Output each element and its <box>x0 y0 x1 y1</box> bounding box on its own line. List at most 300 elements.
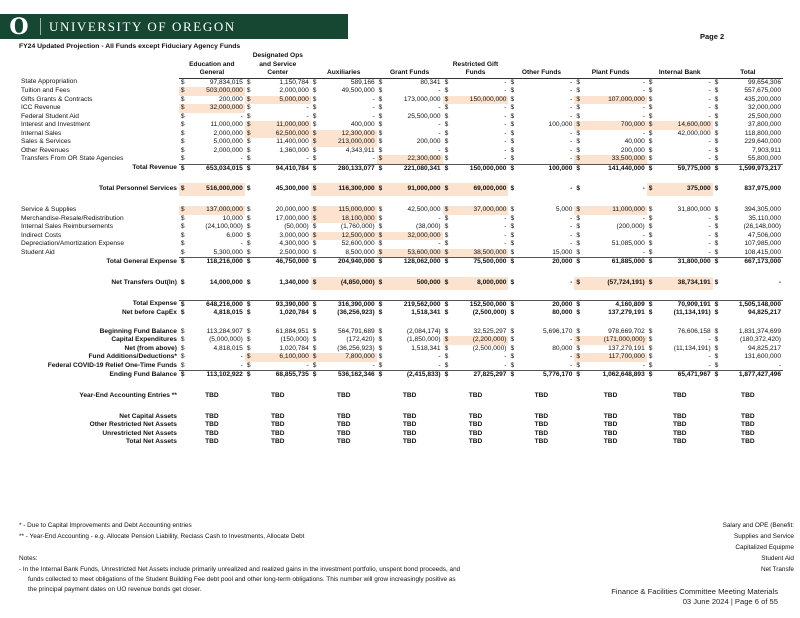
currency-symbol: $ <box>648 112 653 120</box>
currency-symbol: $ <box>312 155 317 162</box>
currency-symbol: $ <box>179 371 188 380</box>
currency-symbol: $ <box>378 214 383 222</box>
cell-value: 1,518,341 <box>411 344 441 352</box>
spacer <box>19 196 783 206</box>
cell-value: 1,150,784 <box>279 78 309 86</box>
cell-value: 4,160,809 <box>583 300 647 309</box>
currency-symbol: $ <box>510 206 515 213</box>
currency-symbol: $ <box>312 87 317 94</box>
currency-symbol: $ <box>510 223 515 230</box>
currency-symbol: $ <box>311 258 320 267</box>
currency-symbol: $ <box>246 146 251 154</box>
cell-value: - <box>570 278 573 286</box>
cell-value: - <box>708 95 711 103</box>
currency-symbol: $ <box>714 240 719 247</box>
currency-symbol: $ <box>180 214 185 222</box>
currency-symbol: $ <box>311 206 320 215</box>
cell-value: 1,518,341 <box>411 309 441 316</box>
currency-symbol: $ <box>180 223 185 230</box>
currency-symbol: $ <box>245 353 254 362</box>
currency-symbol: $ <box>574 371 583 380</box>
currency-symbol: $ <box>574 206 583 215</box>
cell-value: 94,825,217 <box>747 344 781 352</box>
cell-value: - <box>708 87 711 94</box>
currency-symbol: $ <box>311 138 320 147</box>
currency-symbol: $ <box>443 258 452 267</box>
currency-symbol: $ <box>714 353 719 360</box>
table-row-internal-reimb <box>19 223 783 232</box>
cell-value: 400,000 <box>350 121 375 128</box>
cell-value: 12,300,000 <box>319 130 376 139</box>
legend-salary: Salary and OPE (Benefit: <box>722 522 794 529</box>
table-row-total-revenue <box>19 164 783 173</box>
cell-value: - <box>570 112 573 120</box>
cell-value: (2,415,833) <box>385 371 442 380</box>
cell-value: - <box>570 78 573 86</box>
currency-symbol: $ <box>648 361 653 369</box>
spacer <box>19 290 783 301</box>
cell-value: (2,200,000) <box>451 336 508 345</box>
table-row-icc-revenue <box>19 104 783 113</box>
currency-symbol: $ <box>444 344 449 352</box>
cell-value: 117,700,000 <box>583 353 647 362</box>
row-label: Total Net Assets <box>125 438 177 445</box>
table-row-federal-student-aid <box>19 113 783 122</box>
currency-symbol: $ <box>378 361 383 369</box>
cell-value: - <box>642 231 645 239</box>
currency-symbol: $ <box>312 309 317 316</box>
currency-symbol: $ <box>179 206 188 215</box>
currency-symbol: $ <box>245 300 254 309</box>
cell-value: 20,000,000 <box>275 206 309 213</box>
cell-value: 978,669,702 <box>608 327 645 335</box>
cell-value: - <box>708 112 711 120</box>
currency-symbol: $ <box>246 112 251 120</box>
currency-symbol: $ <box>312 327 317 335</box>
cell-value: (38,000) <box>416 223 441 230</box>
cell-value: 2,500,000 <box>279 248 309 256</box>
currency-symbol: $ <box>179 104 188 113</box>
row-label: Student Aid <box>21 248 55 256</box>
currency-symbol: $ <box>444 240 449 247</box>
cell-value: 65,471,967 <box>655 371 712 380</box>
currency-symbol: $ <box>576 129 581 137</box>
currency-symbol: $ <box>246 336 251 343</box>
cell-value: TBD <box>603 429 618 437</box>
cell-value: - <box>504 87 507 94</box>
currency-symbol: $ <box>510 104 515 111</box>
currency-symbol: $ <box>444 309 449 316</box>
table-row-total-expense <box>19 300 783 309</box>
currency-symbol: $ <box>714 206 719 213</box>
cell-value: 152,500,000 <box>451 300 508 309</box>
cell-value: 648,216,000 <box>188 300 245 309</box>
university-banner <box>0 14 348 39</box>
row-label: Total General Expense <box>106 257 177 265</box>
cell-value: TBD <box>603 421 618 428</box>
cell-value: 116,300,000 <box>319 183 376 196</box>
cell-value: - <box>438 240 441 247</box>
currency-symbol: $ <box>246 185 251 193</box>
cell-value: - <box>708 240 711 247</box>
currency-symbol: $ <box>714 129 719 137</box>
cell-value: 8,500,000 <box>345 248 375 256</box>
currency-symbol: $ <box>444 231 449 239</box>
cell-value: 128,062,000 <box>385 258 442 267</box>
currency-symbol: $ <box>443 206 452 215</box>
page-label: Page 2 <box>700 32 725 41</box>
cell-value: 108,415,000 <box>744 248 781 256</box>
currency-symbol: $ <box>508 258 517 267</box>
table-row-total-net <box>19 438 783 447</box>
cell-value: 62,500,000 <box>253 130 310 139</box>
cell-value: TBD <box>534 429 549 437</box>
cell-value: 100,000 <box>517 164 574 173</box>
currency-symbol: $ <box>311 183 320 196</box>
row-label: Internal Sales Reimbursements <box>21 223 113 230</box>
cell-value: 31,800,000 <box>655 258 712 267</box>
cell-value: 45,300,000 <box>275 185 309 193</box>
row-label: Beginning Fund Balance <box>99 327 177 335</box>
currency-symbol: $ <box>444 129 449 137</box>
currency-symbol: $ <box>180 138 185 145</box>
cell-value: 61,885,000 <box>583 258 647 267</box>
cell-value: TBD <box>205 391 219 399</box>
cell-value: 5,776,170 <box>517 371 574 380</box>
currency-symbol: $ <box>312 146 317 154</box>
table-row-total-general-expense <box>19 258 783 267</box>
table-row-gifts-grants <box>19 96 783 105</box>
row-label: Depreciation/Amortization Expense <box>21 240 124 247</box>
cell-value: 42,500,000 <box>407 206 441 213</box>
currency-symbol: $ <box>444 87 449 94</box>
cell-value: 32,000,000 <box>188 104 245 113</box>
cell-value: 2,000,000 <box>213 146 243 154</box>
currency-symbol: $ <box>714 121 719 128</box>
cell-value: TBD <box>336 429 351 437</box>
table-row-net-from-above <box>19 345 783 354</box>
cell-value: 229,640,000 <box>744 138 781 145</box>
cell-value: TBD <box>205 438 219 445</box>
currency-symbol: $ <box>714 146 719 154</box>
cell-value: - <box>504 112 507 120</box>
currency-symbol: $ <box>180 155 185 162</box>
cell-value: 837,975,000 <box>744 185 781 193</box>
currency-symbol: $ <box>180 344 185 352</box>
cell-value: 55,800,000 <box>747 155 781 162</box>
cell-value: 17,000,000 <box>275 214 309 222</box>
currency-symbol: $ <box>246 214 251 222</box>
row-label: ICC Revenue <box>21 104 61 111</box>
currency-symbol: $ <box>180 248 185 256</box>
currency-symbol: $ <box>444 214 449 222</box>
cell-value: - <box>570 146 573 154</box>
cell-value: - <box>570 336 573 343</box>
currency-symbol: $ <box>647 300 656 309</box>
currency-symbol: $ <box>443 183 452 196</box>
currency-symbol: $ <box>443 249 452 258</box>
cell-value: - <box>708 146 711 154</box>
currency-symbol: $ <box>246 344 251 352</box>
cell-value: - <box>504 361 507 369</box>
cell-value: 4,818,015 <box>213 309 243 316</box>
currency-symbol: $ <box>311 232 320 241</box>
cell-value: - <box>642 248 645 256</box>
row-label: Net before CapEx <box>121 309 177 316</box>
cell-value: - <box>240 155 243 162</box>
currency-symbol: $ <box>574 300 583 309</box>
currency-symbol: $ <box>312 240 317 247</box>
currency-symbol: $ <box>180 353 185 360</box>
cell-value: - <box>642 78 645 86</box>
cell-value: 137,279,191 <box>608 344 645 352</box>
currency-symbol: $ <box>377 249 386 258</box>
currency-symbol: $ <box>312 78 317 86</box>
cell-value: 25,500,000 <box>407 112 441 120</box>
table-row-capital-expenditures <box>19 336 783 345</box>
cell-value: TBD <box>534 438 549 445</box>
cell-value: TBD <box>468 429 483 437</box>
cell-value: - <box>708 223 711 230</box>
currency-symbol: $ <box>312 336 317 343</box>
cell-value: - <box>504 129 507 137</box>
currency-symbol: $ <box>714 155 719 162</box>
currency-symbol: $ <box>576 112 581 120</box>
cell-value: 1,020,784 <box>279 309 309 316</box>
cell-value: 94,825,217 <box>747 309 781 316</box>
cell-value: 5,000,000 <box>253 96 310 105</box>
currency-symbol: $ <box>510 121 515 128</box>
footnote-star: * - Due to Capital Improvements and Debt Accounting entries <box>19 522 192 529</box>
currency-symbol: $ <box>378 206 383 213</box>
currency-symbol: $ <box>179 164 188 173</box>
cell-value: - <box>708 138 711 145</box>
currency-symbol: $ <box>444 361 449 369</box>
currency-symbol: $ <box>576 231 581 239</box>
currency-symbol: $ <box>180 336 185 343</box>
cell-value: (36,256,923) <box>337 309 375 316</box>
cell-value: - <box>438 87 441 94</box>
cell-value: TBD <box>468 438 483 445</box>
cell-value: - <box>642 129 645 137</box>
cell-value: 4,343,911 <box>345 146 375 154</box>
cell-value: TBD <box>271 429 285 437</box>
currency-symbol: $ <box>378 336 383 343</box>
currency-symbol: $ <box>180 95 185 103</box>
table-row-year-end <box>19 390 783 403</box>
cell-value: 316,390,000 <box>319 300 376 309</box>
footer-line-1: Finance & Facilities Committee Meeting Materials <box>611 587 778 596</box>
table-row-interest-investment <box>19 121 783 130</box>
currency-symbol: $ <box>377 232 386 241</box>
cell-value: 6,000 <box>226 231 243 239</box>
currency-symbol: $ <box>246 231 251 239</box>
cell-value: - <box>642 214 645 222</box>
currency-symbol: $ <box>378 104 383 111</box>
currency-symbol: $ <box>443 300 452 309</box>
cell-value: 61,884,951 <box>275 327 309 335</box>
currency-symbol: $ <box>510 78 515 86</box>
currency-symbol: $ <box>444 121 449 128</box>
cell-value: 11,400,000 <box>276 138 309 145</box>
cell-value: TBD <box>741 421 755 428</box>
cell-value: 564,791,689 <box>337 327 375 335</box>
currency-symbol: $ <box>508 371 517 380</box>
row-label: Interest and Investment <box>21 121 90 128</box>
cell-value: - <box>570 129 573 137</box>
cell-value: 137,279,191 <box>608 309 645 316</box>
currency-symbol: $ <box>714 112 719 120</box>
cell-value: 11,000,000 <box>210 121 243 128</box>
cell-value: 10,000 <box>222 214 243 222</box>
cell-value: TBD <box>603 438 618 445</box>
cell-value: TBD <box>271 421 285 428</box>
cell-value: - <box>708 231 711 239</box>
cell-value: 38,500,000 <box>451 249 508 258</box>
row-label: Internal Sales <box>21 129 62 137</box>
currency-symbol: $ <box>576 214 581 222</box>
currency-symbol: $ <box>648 231 653 239</box>
currency-symbol: $ <box>510 129 515 137</box>
table-row-net-transfers <box>19 277 783 290</box>
currency-symbol: $ <box>714 309 719 316</box>
cell-value: 107,985,000 <box>744 240 781 247</box>
cell-value: TBD <box>402 391 417 399</box>
row-label: Gifts Grants & Contracts <box>21 95 93 103</box>
currency-symbol: $ <box>378 121 383 128</box>
cell-value: 394,305,000 <box>744 206 781 213</box>
currency-symbol: $ <box>180 361 185 369</box>
currency-symbol: $ <box>443 277 452 290</box>
currency-symbol: $ <box>508 300 517 309</box>
cell-value: (11,134,191) <box>673 309 711 316</box>
currency-symbol: $ <box>648 336 653 343</box>
cell-value: 5,000 <box>555 206 573 213</box>
cell-value: - <box>642 185 645 193</box>
banner-divider <box>40 18 41 35</box>
cell-value: 200,000 <box>620 146 645 154</box>
currency-symbol: $ <box>444 138 449 145</box>
cell-value: - <box>240 112 243 120</box>
currency-symbol: $ <box>179 183 188 196</box>
cell-value: TBD <box>205 429 219 437</box>
currency-symbol: $ <box>179 87 188 96</box>
currency-symbol: $ <box>377 258 386 267</box>
currency-symbol: $ <box>377 300 386 309</box>
legend-supplies: Supplies and Service <box>733 533 794 540</box>
cell-value: - <box>570 214 573 222</box>
currency-symbol: $ <box>648 206 653 213</box>
cell-value: - <box>570 231 573 239</box>
cell-value: TBD <box>271 438 285 445</box>
cell-value: (1,850,000) <box>406 336 441 343</box>
currency-symbol: $ <box>648 129 653 137</box>
row-label: Service & Supplies <box>21 206 77 213</box>
cell-value: TBD <box>741 429 755 437</box>
cell-value: - <box>504 223 507 230</box>
cell-value: - <box>504 214 507 222</box>
cell-value: (2,500,000) <box>472 309 507 316</box>
cell-value: 200,000 <box>416 138 441 145</box>
cell-value: 1,340,000 <box>279 278 309 286</box>
cell-value: 5,300,000 <box>213 248 243 256</box>
currency-symbol: $ <box>510 155 515 162</box>
cell-value: - <box>570 138 573 145</box>
cell-value: - <box>438 146 441 154</box>
cell-value: 97,834,015 <box>209 78 243 86</box>
currency-symbol: $ <box>510 240 515 247</box>
cell-value: 35,110,000 <box>748 214 781 222</box>
cell-value: 667,173,000 <box>721 258 783 267</box>
cell-value: - <box>642 104 645 111</box>
cell-value: TBD <box>603 412 618 420</box>
currency-symbol: $ <box>311 215 320 224</box>
legend-student-aid: Student Aid <box>761 555 794 562</box>
cell-value: TBD <box>336 412 351 420</box>
cell-value: (50,000) <box>284 223 309 230</box>
currency-symbol: $ <box>648 344 653 352</box>
table-row-tuition <box>19 87 783 96</box>
currency-symbol: $ <box>245 121 254 130</box>
currency-symbol: $ <box>713 300 722 309</box>
cell-value: 700,000 <box>583 121 647 130</box>
cell-value: TBD <box>534 421 549 428</box>
cell-value: 1,877,427,496 <box>721 371 783 380</box>
table-row-student-aid <box>19 249 783 258</box>
row-label: Federal COVID-19 Relief One-Time Funds <box>47 361 177 369</box>
currency-symbol: $ <box>245 371 254 380</box>
row-label: Other Restricted Net Assets <box>89 421 177 428</box>
currency-symbol: $ <box>713 164 722 173</box>
cell-value: 589,166 <box>350 78 375 86</box>
cell-value: - <box>570 361 573 369</box>
row-label: Merchandise-Resale/Redistribution <box>21 214 124 222</box>
currency-symbol: $ <box>576 248 581 256</box>
currency-symbol: $ <box>311 371 320 380</box>
currency-symbol: $ <box>443 336 452 345</box>
cell-value: (171,000,000) <box>583 336 647 345</box>
currency-symbol: $ <box>648 78 653 86</box>
page-footer <box>611 587 778 607</box>
currency-symbol: $ <box>378 95 383 103</box>
spacer <box>19 318 783 328</box>
currency-symbol: $ <box>312 121 317 128</box>
spacer <box>19 173 783 183</box>
currency-symbol: $ <box>648 353 653 360</box>
col-plant-funds: Plant Funds <box>574 69 646 78</box>
cell-value: 137,000,000 <box>188 206 245 215</box>
cell-value: 200,000 <box>218 95 243 103</box>
currency-symbol: $ <box>647 164 656 173</box>
footnote-double-star: ** - Year-End Accounting - e.g. Allocate Pension Liability, Reclass Cash to Investments, Allocate Debt <box>19 533 305 540</box>
cell-value: 113,102,922 <box>188 371 245 380</box>
table-row-covid-relief <box>19 362 783 371</box>
cell-value: 18,100,000 <box>319 215 376 224</box>
currency-symbol: $ <box>508 164 517 173</box>
cell-value: - <box>642 87 645 94</box>
cell-value: - <box>504 231 507 239</box>
cell-value: TBD <box>741 391 755 399</box>
row-label: Year-End Accounting Entries ** <box>79 391 177 399</box>
row-label: Net (from above) <box>124 344 177 352</box>
currency-symbol: $ <box>444 155 449 162</box>
cell-value: - <box>372 361 375 369</box>
currency-symbol: $ <box>510 214 515 222</box>
currency-symbol: $ <box>378 87 383 94</box>
currency-symbol: $ <box>378 223 383 230</box>
row-label: Ending Fund Balance <box>109 370 177 378</box>
col-restricted-top: Restricted Gift <box>452 60 499 68</box>
